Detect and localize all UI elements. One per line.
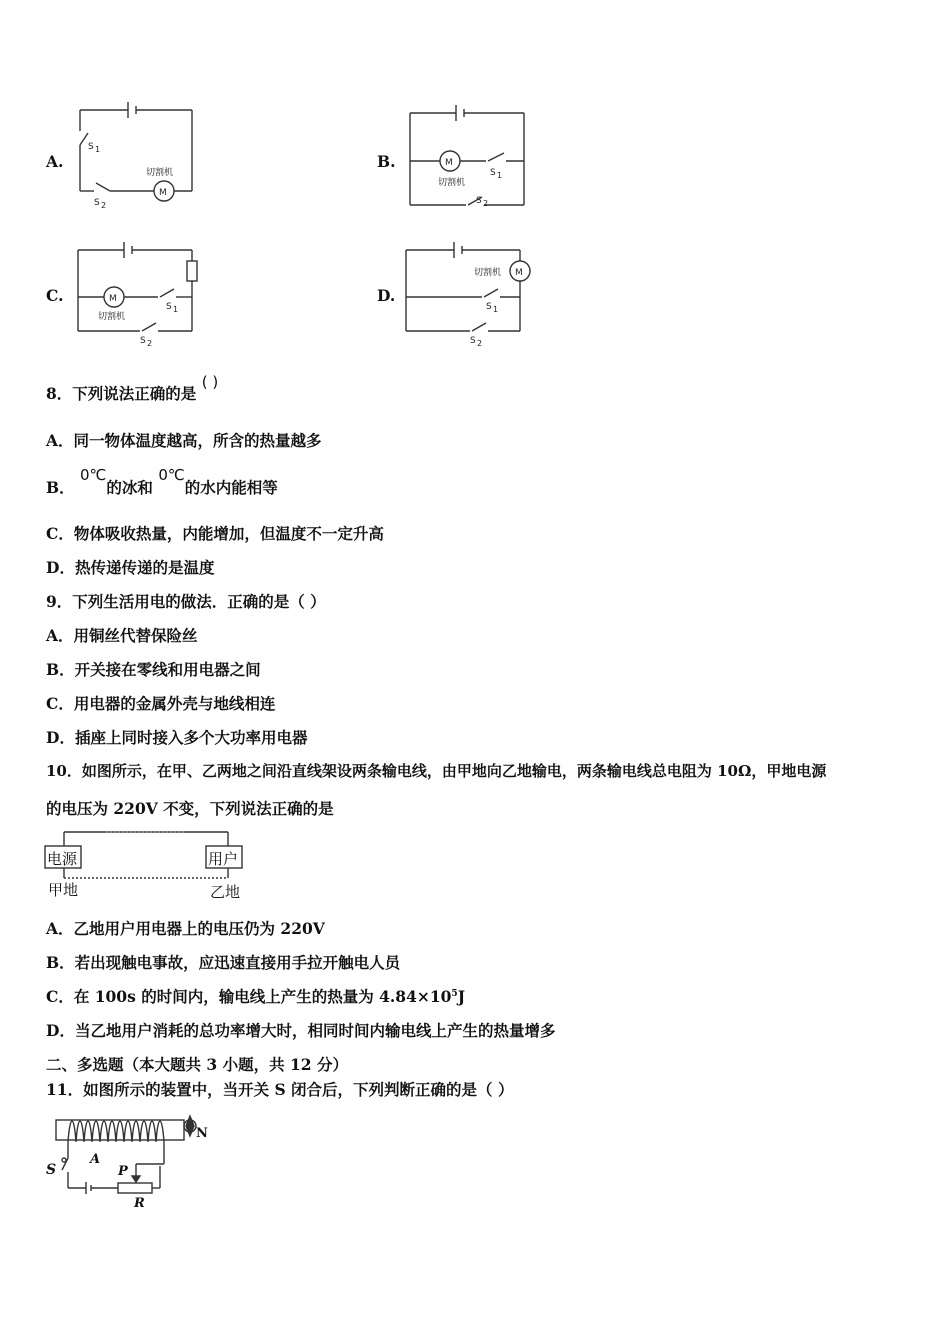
cutter-c-label: 切割机 [98,312,126,322]
q9-option-d: D．插座上同时接入多个大功率用电器 [46,728,308,747]
motor-a-symbol: M [159,188,167,198]
q10-option-c: C．在 100s 的时间内，输电线上产生的热量为 $4.84\times 10^5J$ [46,987,466,1006]
svg-text:1: 1 [173,305,179,314]
option-d-label: D. [377,286,396,305]
q10-option-b: B．若出现触电事故，应迅速直接用手拉开触电人员 [46,953,401,972]
switch-s2-d-label: S [470,336,476,346]
switch-s1-b-label: S [490,168,496,178]
question-8-stem: 8．下列说法正确的是 ( ) [46,373,219,403]
user-label: 用户 [208,850,239,868]
option-c-label: C. [46,286,64,305]
temp-zero-1: 0℃ [80,466,107,484]
svg-text:2: 2 [483,199,489,208]
q8-option-b: B． 0℃的冰和 0℃的水内能相等 [46,466,278,497]
motor-b-symbol: M [445,158,453,168]
q10-option-d: D．当乙地用户消耗的总功率增大时，相同时间内输电线上产生的热量增多 [46,1021,556,1040]
svg-text:2: 2 [477,339,483,348]
switch-s2-a-label: S [94,198,100,208]
switch-s-label: S [46,1162,57,1178]
q9-option-b: B．开关接在零线和用电器之间 [46,660,261,679]
question-10-stem-line2: 的电压为 220V 不变，下列说法正确的是 [46,799,334,818]
question-11-stem: 11．如图所示的装置中，当开关 S 闭合后，下列判断正确的是（ ） [46,1080,514,1099]
q9-option-c: C．用电器的金属外壳与地线相连 [46,694,276,713]
switch-s1-a-label: S [88,142,94,152]
svg-text:1: 1 [493,305,499,314]
q8-option-a: A．同一物体温度越高，所含的热量越多 [46,431,322,450]
motor-c-symbol: M [109,294,117,304]
transmission-line-figure [44,828,249,900]
section-2-title: 二、多选题（本大题共 3 小题，共 12 分） [46,1055,348,1074]
switch-s1-d-label: S [486,302,492,312]
question-9-stem: 9．下列生活用电的做法．正确的是（ ） [46,592,326,611]
slider-p-label: P [118,1164,128,1179]
circuit-diagram-c [68,235,208,350]
circuit-diagram-d [398,235,543,350]
circuit-diagram-b [400,95,540,215]
cutter-b-label: 切割机 [438,178,466,188]
svg-text:2: 2 [101,201,107,210]
motor-d-symbol: M [515,268,523,278]
place-b-label: 乙地 [210,883,241,901]
switch-s1-c-label: S [166,302,172,312]
question-10-stem-line1: 10．如图所示，在甲、乙两地之间沿直线架设两条输电线，由甲地向乙地输电，两条输电线总电阻为 10Ω，甲地电源 [46,762,827,780]
switch-s2-b-label: S [476,196,482,206]
switch-s2-c-label: S [140,336,146,346]
temp-zero-2: 0℃ [158,466,185,484]
q9-option-a: A．用铜丝代替保险丝 [46,626,198,645]
point-a-label: A [90,1152,101,1167]
q8-option-c: C．物体吸收热量，内能增加，但温度不一定升高 [46,524,384,543]
solenoid-circuit-figure [44,1108,212,1214]
cutter-d-label: 切割机 [474,268,502,278]
q8-option-d: D．热传递传递的是温度 [46,558,215,577]
circuit-diagram-a [70,95,210,215]
cutter-a-label: 切割机 [146,168,174,178]
option-b-label: B. [377,152,396,171]
rheostat-r-label: R [134,1196,145,1211]
q10-option-a: A．乙地用户用电器上的电压仍为 220V [46,919,325,938]
place-a-label: 甲地 [48,881,79,899]
option-a-label: A. [46,152,64,171]
question-8-paren: ( ) [201,373,219,391]
svg-text:1: 1 [497,171,503,180]
svg-text:2: 2 [147,339,153,348]
compass-north-label: N [196,1126,208,1141]
svg-text:1: 1 [95,145,101,154]
power-source-label: 电源 [47,850,78,868]
